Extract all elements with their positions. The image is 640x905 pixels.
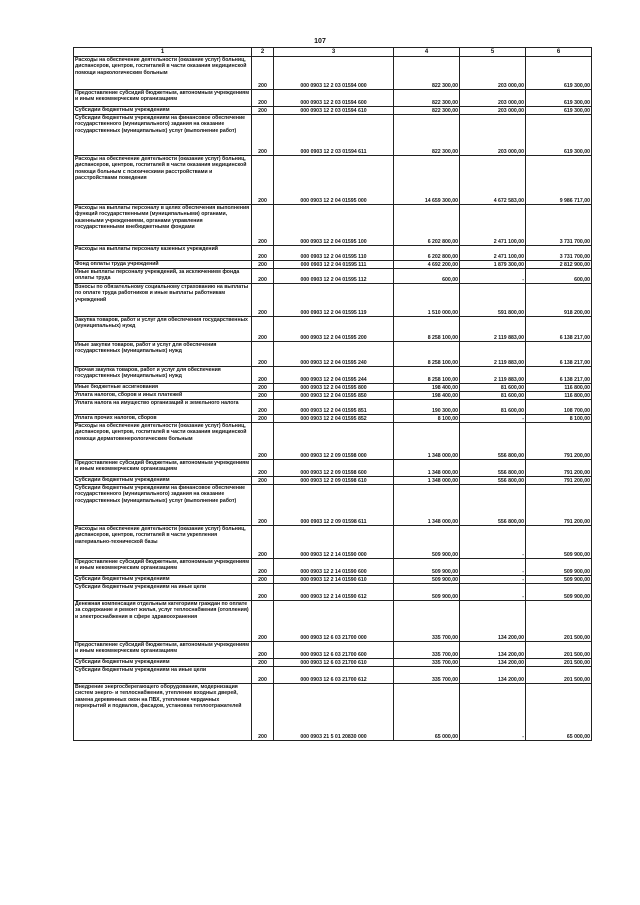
row-budget-code-cell: 000 0903 21 5 01 20830 000 bbox=[274, 684, 394, 741]
row-line-code-cell: 200 bbox=[252, 576, 274, 584]
table-row bbox=[74, 460, 592, 477]
row-name-cell: Иные выплаты персоналу учреждений, за исключением фонда оплаты труда bbox=[74, 269, 252, 284]
row-line-code-cell: 200 bbox=[252, 601, 274, 642]
table-row bbox=[74, 269, 592, 284]
table-row bbox=[74, 284, 592, 317]
row-unexecuted-cell: 3 731 700,00 bbox=[526, 246, 592, 261]
row-budget-code-cell: 000 0903 12 2 03 01594 600 bbox=[274, 90, 394, 107]
row-line-code-cell: 200 bbox=[252, 384, 274, 392]
row-name-cell: Внедрение энергосберегающего оборудования, модернизация систем энерго- и теплоснабжения, утепление входных дверей, замена деревянных окон на ПВХ, утепление чердачных перекрытий и подвалов, фасадов, установка теплоотражателей bbox=[74, 684, 252, 741]
row-budget-code-cell: 000 0903 12 2 04 01595 100 bbox=[274, 205, 394, 246]
table-row bbox=[74, 107, 592, 115]
row-unexecuted-cell: 6 138 217,00 bbox=[526, 367, 592, 384]
row-executed-cell: 203 000,00 bbox=[460, 90, 526, 107]
row-budget-code-cell: 000 0903 12 2 04 01595 119 bbox=[274, 284, 394, 317]
column-header-2: 2 bbox=[252, 48, 274, 57]
row-approved-cell: 14 659 300,00 bbox=[394, 156, 460, 205]
row-line-code-cell: 200 bbox=[252, 526, 274, 559]
row-budget-code-cell: 000 0903 12 2 04 01595 000 bbox=[274, 156, 394, 205]
row-name-cell: Иные закупки товаров, работ и услуг для обеспечения государственных (муниципальных) нужд bbox=[74, 342, 252, 367]
budget-table bbox=[73, 47, 592, 741]
row-budget-code-cell: 000 0903 12 2 04 01595 112 bbox=[274, 269, 394, 284]
row-unexecuted-cell: 116 800,00 bbox=[526, 392, 592, 400]
row-unexecuted-cell: 3 731 700,00 bbox=[526, 205, 592, 246]
row-name-cell: Субсидии бюджетным учреждениям на иные цели bbox=[74, 667, 252, 684]
table-row bbox=[74, 423, 592, 460]
row-executed-cell: 81 600,00 bbox=[460, 400, 526, 415]
row-approved-cell: 600,00 bbox=[394, 269, 460, 284]
row-line-code-cell: 200 bbox=[252, 477, 274, 485]
row-approved-cell: 1 348 000,00 bbox=[394, 485, 460, 526]
table-row bbox=[74, 485, 592, 526]
table-row bbox=[74, 115, 592, 156]
row-approved-cell: 1 348 000,00 bbox=[394, 423, 460, 460]
row-approved-cell: 1 348 000,00 bbox=[394, 460, 460, 477]
table-header bbox=[74, 48, 592, 57]
row-line-code-cell: 200 bbox=[252, 205, 274, 246]
row-approved-cell: 198 400,00 bbox=[394, 392, 460, 400]
table-row bbox=[74, 526, 592, 559]
table-body bbox=[74, 57, 592, 741]
row-budget-code-cell: 000 0903 12 6 03 21700 610 bbox=[274, 659, 394, 667]
row-line-code-cell: 200 bbox=[252, 246, 274, 261]
table-row bbox=[74, 584, 592, 601]
row-line-code-cell: 200 bbox=[252, 642, 274, 659]
row-executed-cell: 134 200,00 bbox=[460, 642, 526, 659]
row-budget-code-cell: 000 0903 12 2 04 01595 200 bbox=[274, 317, 394, 342]
row-line-code-cell: 200 bbox=[252, 667, 274, 684]
row-executed-cell: 134 200,00 bbox=[460, 659, 526, 667]
row-executed-cell: 203 000,00 bbox=[460, 115, 526, 156]
row-budget-code-cell: 000 0903 12 2 04 01595 110 bbox=[274, 246, 394, 261]
row-approved-cell: 335 700,00 bbox=[394, 601, 460, 642]
row-name-cell: Субсидии бюджетным учреждениям bbox=[74, 659, 252, 667]
row-executed-cell: 1 879 300,00 bbox=[460, 261, 526, 269]
row-approved-cell: 8 100,00 bbox=[394, 415, 460, 423]
row-unexecuted-cell: 201 500,00 bbox=[526, 601, 592, 642]
row-executed-cell: 591 800,00 bbox=[460, 284, 526, 317]
row-executed-cell: 81 600,00 bbox=[460, 384, 526, 392]
row-executed-cell: 2 471 100,00 bbox=[460, 205, 526, 246]
row-name-cell: Расходы на выплаты персоналу казенных учреждений bbox=[74, 246, 252, 261]
column-header-4: 4 bbox=[394, 48, 460, 57]
row-budget-code-cell: 000 0903 12 2 14 01590 612 bbox=[274, 584, 394, 601]
row-budget-code-cell: 000 0903 12 2 14 01590 610 bbox=[274, 576, 394, 584]
row-name-cell: Предоставление субсидий бюджетным, автономным учреждениям и иным некоммерческим организациям bbox=[74, 90, 252, 107]
row-executed-cell: 556 800,00 bbox=[460, 485, 526, 526]
row-name-cell: Предоставление субсидий бюджетным, автономным учреждениям и иным некоммерческим организациям bbox=[74, 460, 252, 477]
row-name-cell: Уплата прочих налогов, сборов bbox=[74, 415, 252, 423]
row-executed-cell: 134 200,00 bbox=[460, 601, 526, 642]
row-unexecuted-cell: 619 300,00 bbox=[526, 115, 592, 156]
row-name-cell: Уплата налога на имущество организаций и земельного налога bbox=[74, 400, 252, 415]
row-line-code-cell: 200 bbox=[252, 261, 274, 269]
column-header-3: 3 bbox=[274, 48, 394, 57]
row-name-cell: Закупка товаров, работ и услуг для обеспечения государственных (муниципальных) нужд bbox=[74, 317, 252, 342]
row-name-cell: Денежная компенсация отдельным категориям граждан по оплате за содержание и ремонт жилья, услуг теплоснабжения (отопления) и электроснабжения в сфере здравоохранения bbox=[74, 601, 252, 642]
table-row bbox=[74, 601, 592, 642]
row-approved-cell: 4 692 200,00 bbox=[394, 261, 460, 269]
row-approved-cell: 335 700,00 bbox=[394, 667, 460, 684]
table-row bbox=[74, 576, 592, 584]
row-unexecuted-cell: 65 000,00 bbox=[526, 684, 592, 741]
row-executed-cell: - bbox=[460, 576, 526, 584]
row-executed-cell: - bbox=[460, 559, 526, 576]
table-row bbox=[74, 642, 592, 659]
table-row bbox=[74, 57, 592, 90]
row-budget-code-cell: 000 0903 12 2 14 01590 000 bbox=[274, 526, 394, 559]
row-budget-code-cell: 000 0903 12 6 03 21700 000 bbox=[274, 601, 394, 642]
row-approved-cell: 509 900,00 bbox=[394, 576, 460, 584]
row-unexecuted-cell: 9 986 717,00 bbox=[526, 156, 592, 205]
row-line-code-cell: 200 bbox=[252, 400, 274, 415]
row-name-cell: Субсидии бюджетным учреждениям на финансовое обеспечение государственного (муниципального) задания на оказание государственных (муниципальных) услуг (выполнение работ) bbox=[74, 485, 252, 526]
row-line-code-cell: 200 bbox=[252, 107, 274, 115]
row-approved-cell: 6 202 800,00 bbox=[394, 246, 460, 261]
row-unexecuted-cell: 619 300,00 bbox=[526, 57, 592, 90]
column-header-5: 5 bbox=[460, 48, 526, 57]
header-row bbox=[74, 48, 592, 57]
row-line-code-cell: 200 bbox=[252, 684, 274, 741]
row-unexecuted-cell: 918 200,00 bbox=[526, 284, 592, 317]
row-budget-code-cell: 000 0903 12 2 09 01598 610 bbox=[274, 477, 394, 485]
table-row bbox=[74, 367, 592, 384]
row-line-code-cell: 200 bbox=[252, 342, 274, 367]
row-approved-cell: 8 258 100,00 bbox=[394, 367, 460, 384]
row-name-cell: Субсидии бюджетным учреждениям bbox=[74, 576, 252, 584]
table-row bbox=[74, 400, 592, 415]
row-budget-code-cell: 000 0903 12 2 03 01594 000 bbox=[274, 57, 394, 90]
row-line-code-cell: 200 bbox=[252, 423, 274, 460]
row-name-cell: Прочая закупка товаров, работ и услуг для обеспечения государственных (муниципальных) нужд bbox=[74, 367, 252, 384]
row-line-code-cell: 200 bbox=[252, 367, 274, 384]
row-name-cell: Расходы на обеспечение деятельности (оказание услуг) больниц, диспансеров, центров, госпиталей в части укрепления материально-технической базы bbox=[74, 526, 252, 559]
row-name-cell: Субсидии бюджетным учреждениям на финансовое обеспечение государственного (муниципального) задания на оказание государственных (муниципальных) услуг (выполнение работ) bbox=[74, 115, 252, 156]
table-row bbox=[74, 205, 592, 246]
row-approved-cell: 1 348 000,00 bbox=[394, 477, 460, 485]
row-approved-cell: 198 400,00 bbox=[394, 384, 460, 392]
row-executed-cell: 2 119 883,00 bbox=[460, 317, 526, 342]
row-executed-cell: 556 800,00 bbox=[460, 477, 526, 485]
row-unexecuted-cell: 619 300,00 bbox=[526, 107, 592, 115]
row-line-code-cell: 200 bbox=[252, 57, 274, 90]
row-budget-code-cell: 000 0903 12 2 04 01595 800 bbox=[274, 384, 394, 392]
row-unexecuted-cell: 108 700,00 bbox=[526, 400, 592, 415]
row-line-code-cell: 200 bbox=[252, 392, 274, 400]
page-number: 107 bbox=[314, 38, 326, 45]
row-executed-cell: 2 119 883,00 bbox=[460, 342, 526, 367]
row-name-cell: Расходы на обеспечение деятельности (оказание услуг) больниц, диспансеров, центров, госпиталей в части оказания медицинской помощи наркологическим больным bbox=[74, 57, 252, 90]
row-name-cell: Расходы на обеспечение деятельности (оказание услуг) больниц, диспансеров, центров, госпиталей в части оказания медицинской помощи дерматовенерологическим больным bbox=[74, 423, 252, 460]
row-budget-code-cell: 000 0903 12 2 03 01594 611 bbox=[274, 115, 394, 156]
row-unexecuted-cell: 6 138 217,00 bbox=[526, 317, 592, 342]
row-line-code-cell: 200 bbox=[252, 90, 274, 107]
row-executed-cell: - bbox=[460, 269, 526, 284]
row-budget-code-cell: 000 0903 12 2 09 01598 000 bbox=[274, 423, 394, 460]
table-row bbox=[74, 659, 592, 667]
row-name-cell: Субсидии бюджетным учреждениям bbox=[74, 477, 252, 485]
row-line-code-cell: 200 bbox=[252, 460, 274, 477]
row-approved-cell: 509 900,00 bbox=[394, 584, 460, 601]
row-unexecuted-cell: 509 900,00 bbox=[526, 559, 592, 576]
row-budget-code-cell: 000 0903 12 6 03 21700 612 bbox=[274, 667, 394, 684]
row-executed-cell: 134 200,00 bbox=[460, 667, 526, 684]
row-line-code-cell: 200 bbox=[252, 584, 274, 601]
row-unexecuted-cell: 509 900,00 bbox=[526, 526, 592, 559]
row-approved-cell: 8 258 100,00 bbox=[394, 342, 460, 367]
row-name-cell: Иные бюджетные ассигнования bbox=[74, 384, 252, 392]
row-line-code-cell: 200 bbox=[252, 317, 274, 342]
row-executed-cell: 203 000,00 bbox=[460, 107, 526, 115]
row-approved-cell: 6 202 800,00 bbox=[394, 205, 460, 246]
row-budget-code-cell: 000 0903 12 2 14 01590 600 bbox=[274, 559, 394, 576]
row-executed-cell: - bbox=[460, 526, 526, 559]
table-row bbox=[74, 684, 592, 741]
row-unexecuted-cell: 600,00 bbox=[526, 269, 592, 284]
row-approved-cell: 509 900,00 bbox=[394, 559, 460, 576]
row-unexecuted-cell: 509 900,00 bbox=[526, 584, 592, 601]
row-line-code-cell: 200 bbox=[252, 115, 274, 156]
row-approved-cell: 335 700,00 bbox=[394, 659, 460, 667]
table-row bbox=[74, 342, 592, 367]
row-executed-cell: 2 471 100,00 bbox=[460, 246, 526, 261]
table-row bbox=[74, 392, 592, 400]
table-row bbox=[74, 415, 592, 423]
row-budget-code-cell: 000 0903 12 2 04 01595 851 bbox=[274, 400, 394, 415]
row-line-code-cell: 200 bbox=[252, 559, 274, 576]
table-row bbox=[74, 559, 592, 576]
row-budget-code-cell: 000 0903 12 2 04 01595 850 bbox=[274, 392, 394, 400]
table-row bbox=[74, 246, 592, 261]
row-unexecuted-cell: 2 812 900,00 bbox=[526, 261, 592, 269]
row-executed-cell: 556 800,00 bbox=[460, 460, 526, 477]
row-executed-cell: 4 672 583,00 bbox=[460, 156, 526, 205]
row-unexecuted-cell: 791 200,00 bbox=[526, 423, 592, 460]
row-executed-cell: - bbox=[460, 584, 526, 601]
column-header-1: 1 bbox=[74, 48, 252, 57]
row-name-cell: Расходы на обеспечение деятельности (оказание услуг) больниц, диспансеров, центров, госпиталей в части оказания медицинской помощи больным с психическими расстройствами и расстройствами поведения bbox=[74, 156, 252, 205]
row-unexecuted-cell: 791 200,00 bbox=[526, 485, 592, 526]
table-row bbox=[74, 477, 592, 485]
row-approved-cell: 335 700,00 bbox=[394, 642, 460, 659]
row-unexecuted-cell: 791 200,00 bbox=[526, 460, 592, 477]
row-line-code-cell: 200 bbox=[252, 269, 274, 284]
row-budget-code-cell: 000 0903 12 2 04 01595 852 bbox=[274, 415, 394, 423]
row-approved-cell: 509 900,00 bbox=[394, 526, 460, 559]
row-unexecuted-cell: 201 500,00 bbox=[526, 642, 592, 659]
row-unexecuted-cell: 791 200,00 bbox=[526, 477, 592, 485]
table-row bbox=[74, 384, 592, 392]
row-line-code-cell: 200 bbox=[252, 156, 274, 205]
row-executed-cell: 2 119 883,00 bbox=[460, 367, 526, 384]
row-unexecuted-cell: 509 900,00 bbox=[526, 576, 592, 584]
row-budget-code-cell: 000 0903 12 2 09 01598 611 bbox=[274, 485, 394, 526]
row-line-code-cell: 200 bbox=[252, 284, 274, 317]
table-row bbox=[74, 156, 592, 205]
row-budget-code-cell: 000 0903 12 2 04 01595 111 bbox=[274, 261, 394, 269]
row-approved-cell: 65 000,00 bbox=[394, 684, 460, 741]
row-approved-cell: 190 300,00 bbox=[394, 400, 460, 415]
row-budget-code-cell: 000 0903 12 2 03 01594 610 bbox=[274, 107, 394, 115]
row-approved-cell: 822 300,00 bbox=[394, 90, 460, 107]
table-row bbox=[74, 317, 592, 342]
row-executed-cell: 81 600,00 bbox=[460, 392, 526, 400]
row-unexecuted-cell: 116 800,00 bbox=[526, 384, 592, 392]
row-budget-code-cell: 000 0903 12 2 04 01595 244 bbox=[274, 367, 394, 384]
row-unexecuted-cell: 201 500,00 bbox=[526, 659, 592, 667]
row-line-code-cell: 200 bbox=[252, 485, 274, 526]
table-row bbox=[74, 667, 592, 684]
row-executed-cell: 203 000,00 bbox=[460, 57, 526, 90]
row-executed-cell: - bbox=[460, 415, 526, 423]
row-unexecuted-cell: 6 138 217,00 bbox=[526, 342, 592, 367]
row-approved-cell: 822 300,00 bbox=[394, 107, 460, 115]
row-approved-cell: 822 300,00 bbox=[394, 57, 460, 90]
row-approved-cell: 1 510 000,00 bbox=[394, 284, 460, 317]
row-executed-cell: 556 800,00 bbox=[460, 423, 526, 460]
row-name-cell: Расходы на выплаты персоналу в целях обеспечения выполнения функций государственными (муниципальными) органами, казенными учреждениями, органами управления государственными внебюджетными фондами bbox=[74, 205, 252, 246]
row-name-cell: Предоставление субсидий бюджетным, автономным учреждениям и иным некоммерческим организациям bbox=[74, 559, 252, 576]
row-name-cell: Предоставление субсидий бюджетным, автономным учреждениям и иным некоммерческим организациям bbox=[74, 642, 252, 659]
table-row bbox=[74, 90, 592, 107]
row-line-code-cell: 200 bbox=[252, 415, 274, 423]
row-approved-cell: 8 258 100,00 bbox=[394, 317, 460, 342]
row-unexecuted-cell: 201 500,00 bbox=[526, 667, 592, 684]
row-name-cell: Субсидии бюджетным учреждениям bbox=[74, 107, 252, 115]
row-unexecuted-cell: 8 100,00 bbox=[526, 415, 592, 423]
row-line-code-cell: 200 bbox=[252, 659, 274, 667]
column-header-6: 6 bbox=[526, 48, 592, 57]
row-executed-cell: - bbox=[460, 684, 526, 741]
row-budget-code-cell: 000 0903 12 2 04 01595 240 bbox=[274, 342, 394, 367]
row-name-cell: Фонд оплаты труда учреждений bbox=[74, 261, 252, 269]
row-budget-code-cell: 000 0903 12 2 09 01598 600 bbox=[274, 460, 394, 477]
row-budget-code-cell: 000 0903 12 6 03 21700 600 bbox=[274, 642, 394, 659]
row-name-cell: Субсидии бюджетным учреждениям на иные цели bbox=[74, 584, 252, 601]
row-approved-cell: 822 300,00 bbox=[394, 115, 460, 156]
row-name-cell: Взносы по обязательному социальному страхованию на выплаты по оплате труда работников и иные выплаты работникам учреждений bbox=[74, 284, 252, 317]
row-unexecuted-cell: 619 300,00 bbox=[526, 90, 592, 107]
row-name-cell: Уплата налогов, сборов и иных платежей bbox=[74, 392, 252, 400]
table-row bbox=[74, 261, 592, 269]
